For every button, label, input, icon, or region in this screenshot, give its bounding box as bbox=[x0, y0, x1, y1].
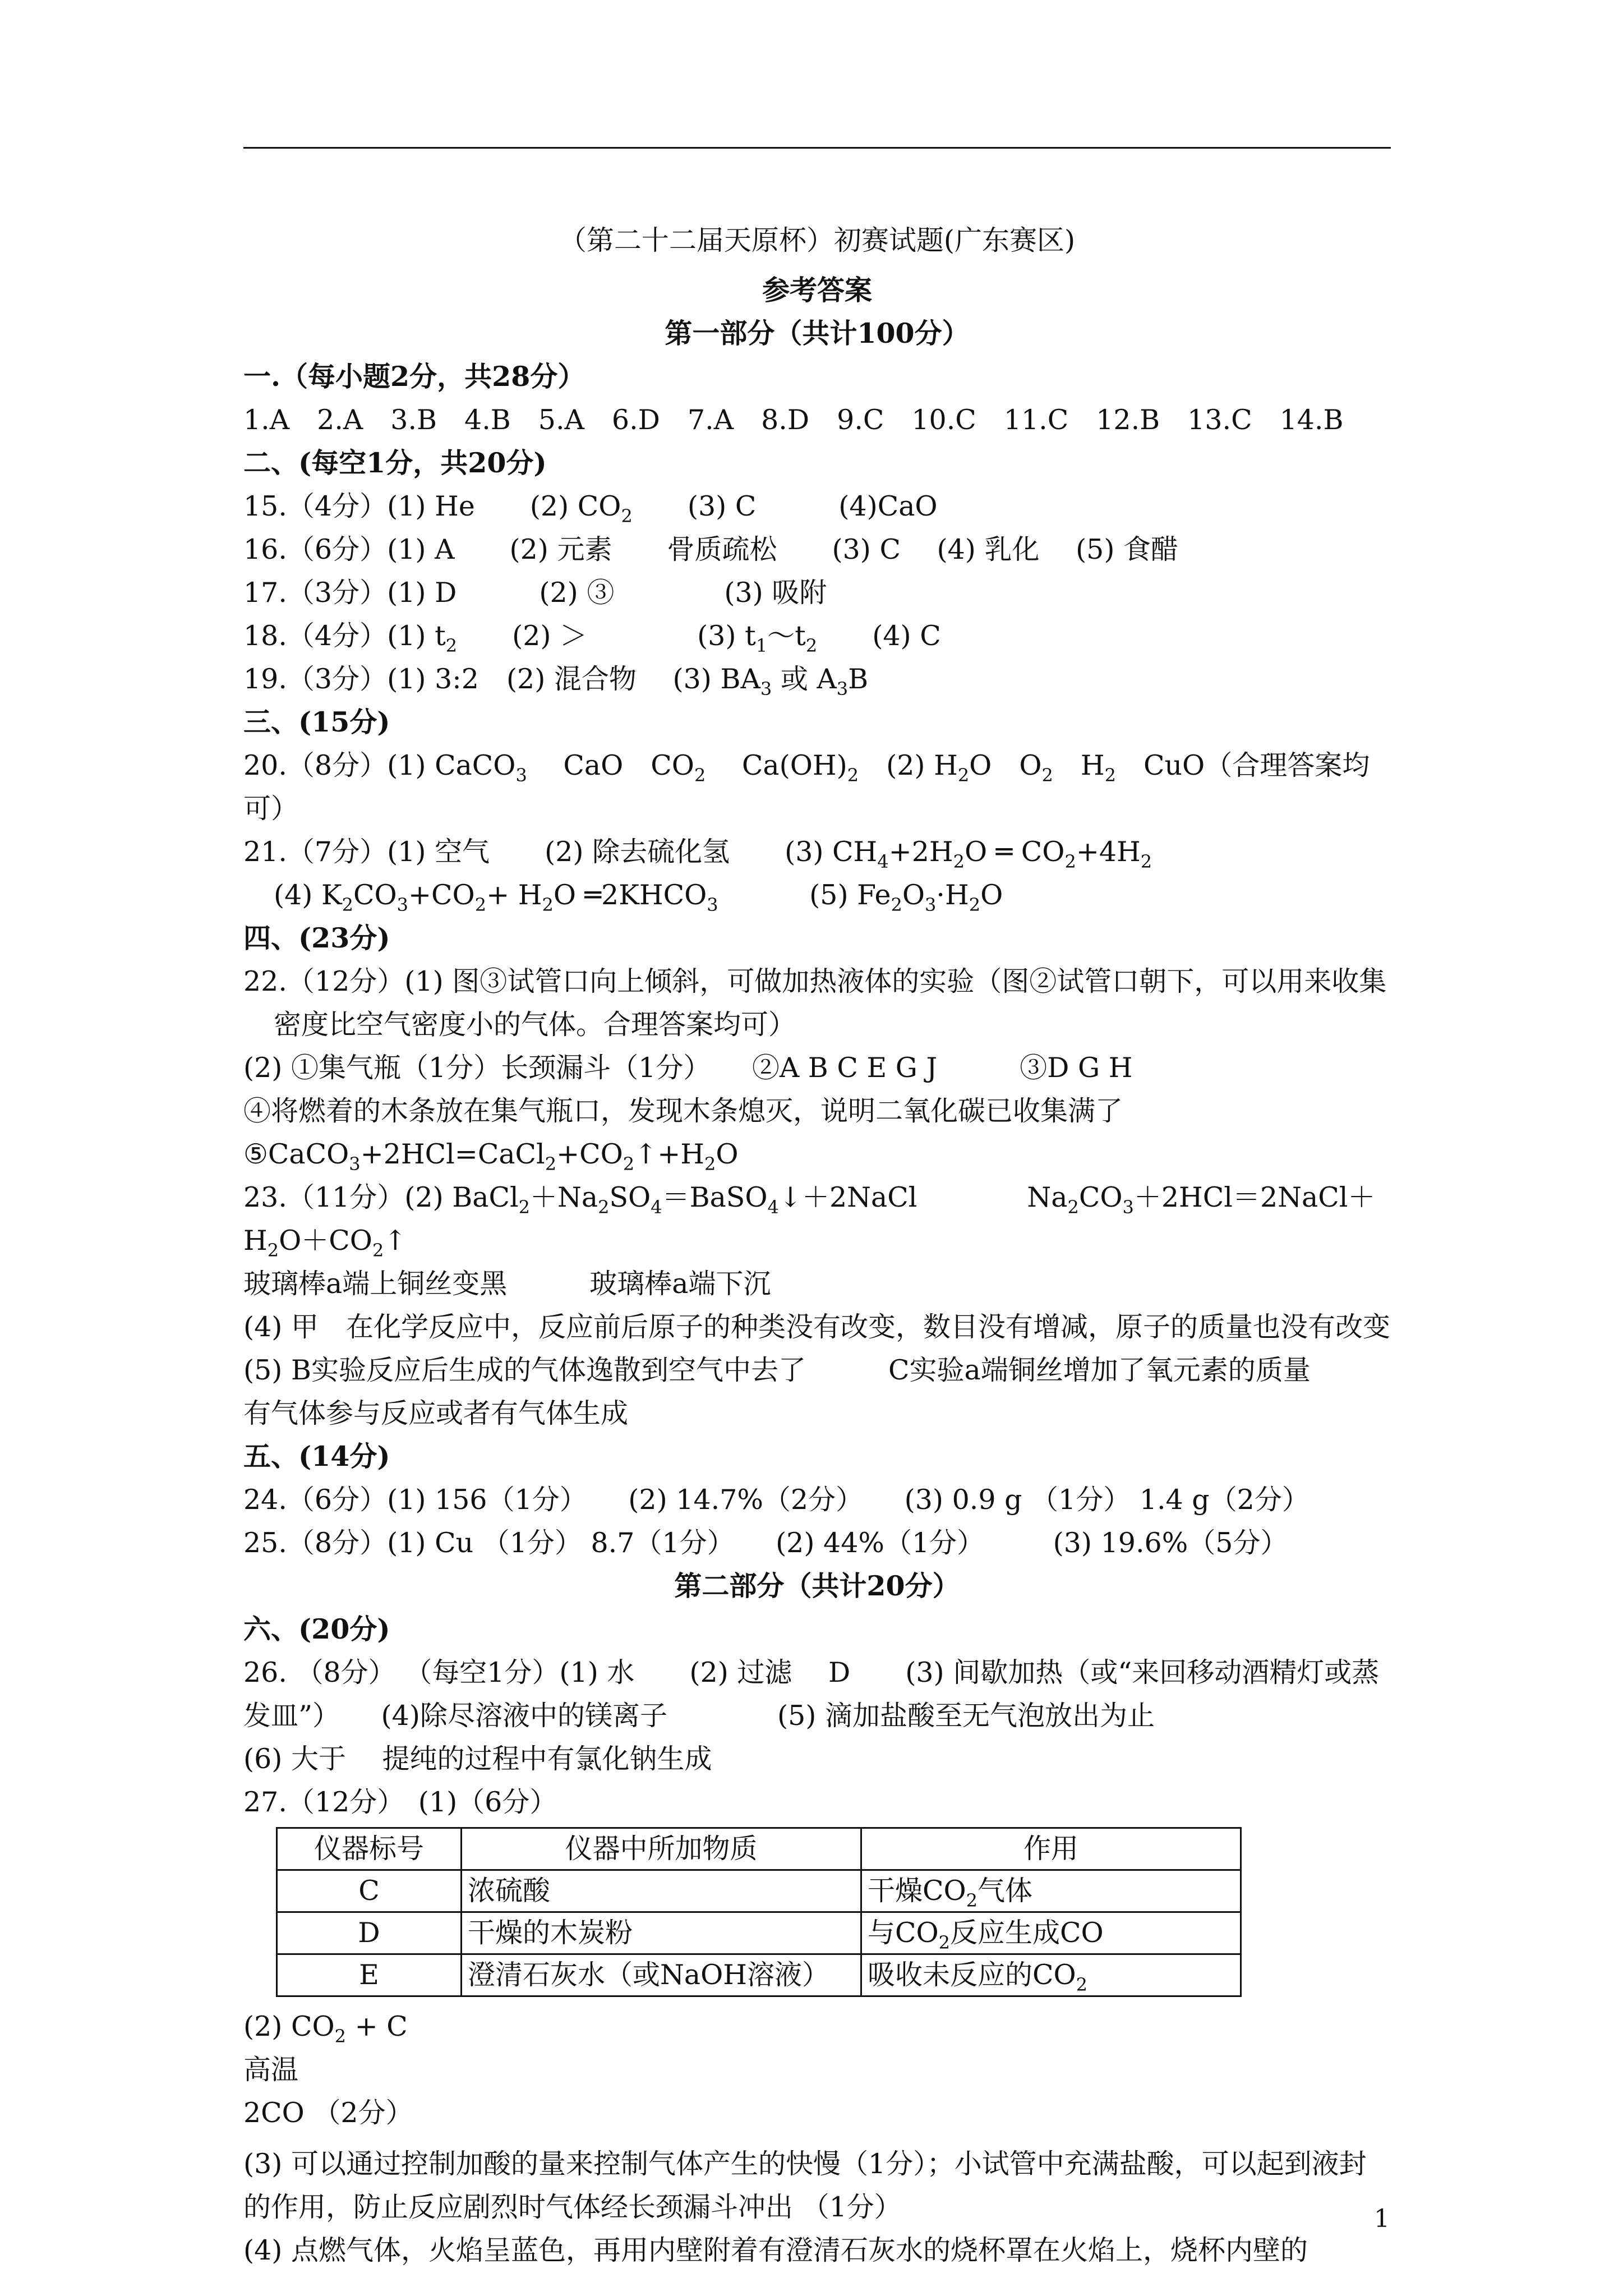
cell-text: 吸收未反应的CO bbox=[868, 1959, 1076, 1991]
q23-part-c: SO bbox=[609, 1181, 651, 1213]
subscript: 2 bbox=[1140, 851, 1152, 872]
sec4-heading: 四、(23分) bbox=[243, 922, 390, 954]
q20-part-f: H bbox=[1053, 749, 1105, 781]
subscript: 2 bbox=[1076, 1974, 1088, 1995]
subscript: 4 bbox=[651, 1197, 662, 1218]
q22-5 bbox=[243, 1133, 1391, 1176]
sec2-heading: 二、(每空1分，共20分) bbox=[243, 447, 547, 479]
table-cell bbox=[861, 1870, 1241, 1912]
q23-part-g: ＋2HCl＝2NaCl＋H bbox=[243, 1181, 1376, 1257]
q19-part-c: B bbox=[848, 663, 869, 695]
q21-line2 bbox=[243, 873, 1391, 917]
q25: 25.（8分）(1) Cu （1分） 8.7（1分） (2) 44%（1分） (3) 19.6%（5分） bbox=[243, 1527, 1288, 1559]
q27-2 bbox=[243, 2005, 1391, 2048]
q20 bbox=[243, 744, 1391, 830]
sec6-heading: 六、(20分) bbox=[243, 1613, 390, 1645]
subscript: 3 bbox=[1122, 1197, 1134, 1218]
subscript: 2 bbox=[623, 1153, 635, 1175]
table-cell: 澄清石灰水（或NaOH溶液） bbox=[462, 1954, 861, 1996]
q22-1: 22.（12分）(1) 图③试管口向上倾斜，可做加热液体的实验（图②试管口朝下，可以用来收集密度比空气密度小的气体。合理答案均可） bbox=[243, 965, 1387, 1041]
q16: 16.（6分）(1) A (2) 元素 骨质疏松 (3) C (4) 乳化 (5) 食醋 bbox=[243, 533, 1179, 565]
q24: 24.（6分）(1) 156（1分） (2) 14.7%（2分） (3) 0.9 g （1分） 1.4 g（2分） bbox=[243, 1484, 1310, 1516]
table-header: 作用 bbox=[861, 1828, 1241, 1870]
cell-text: 气体 bbox=[978, 1875, 1033, 1907]
subscript: 2 bbox=[474, 894, 487, 915]
subscript: 2 bbox=[938, 1932, 951, 1953]
subscript: 2 bbox=[694, 765, 706, 786]
sec5-heading: 五、(14分) bbox=[243, 1440, 390, 1473]
subscript: 2 bbox=[267, 1240, 279, 1261]
q22-4: ④将燃着的木条放在集气瓶口，发现木条熄灭，说明二氧化碳已收集满了 bbox=[243, 1095, 1123, 1127]
sec3-heading: 三、(15分) bbox=[243, 706, 390, 738]
subscript: 2 bbox=[621, 505, 633, 527]
q21-part-k: O bbox=[902, 879, 925, 911]
table-row bbox=[277, 1912, 1241, 1954]
table-row bbox=[277, 1954, 1241, 1996]
q22-5-part-a: ⑤CaCO bbox=[243, 1138, 349, 1170]
subscript: 4 bbox=[877, 851, 889, 872]
cell-text: 反应生成CO bbox=[950, 1917, 1104, 1949]
table-cell: 干燥的木炭粉 bbox=[462, 1912, 861, 1954]
q21-part-a: 21.（7分）(1) 空气 (2) 除去硫化氢 (3) CH bbox=[243, 836, 878, 868]
q23-d: (5) B实验反应后生成的气体逸散到空气中去了 C实验a端铜丝增加了氧元素的质量 bbox=[243, 1354, 1311, 1386]
subscript: 2 bbox=[545, 1153, 557, 1175]
q21-part-i: O ═2KHCO bbox=[553, 879, 707, 911]
q27-2-part-c: 2CO （2分） bbox=[243, 2097, 413, 2129]
q21-part-l: ·H bbox=[936, 879, 969, 911]
q15 bbox=[243, 485, 1391, 528]
table-row bbox=[277, 1870, 1241, 1912]
q27-4: (4) 点燃气体，火焰呈蓝色，再用内壁附着有澄清石灰水的烧杯罩在火焰上，烧杯内壁的 bbox=[243, 2234, 1308, 2266]
subscript: 2 bbox=[598, 1197, 610, 1218]
q23-part-h: O＋CO bbox=[279, 1225, 372, 1257]
subscript: 3 bbox=[396, 894, 408, 915]
subscript: 2 bbox=[957, 765, 970, 786]
q22-5-part-c: +CO bbox=[556, 1138, 623, 1170]
table-cell: 浓硫酸 bbox=[462, 1870, 861, 1912]
q15-part-b: (3) C (4)CaO bbox=[632, 490, 938, 522]
subscript: 3 bbox=[836, 678, 849, 700]
q15-part-a: 15.（4分）(1) He (2) CO bbox=[243, 490, 621, 522]
subscript: 3 bbox=[760, 678, 772, 700]
q19-part-a: 19.（3分）(1) 3:2 (2) 混合物 (3) BA bbox=[243, 663, 760, 695]
q21-line1 bbox=[243, 830, 1391, 873]
subscript: 2 bbox=[342, 894, 353, 915]
q22-5-part-b: +2HCl=CaCl bbox=[360, 1138, 545, 1170]
subscript: 2 bbox=[847, 765, 859, 786]
subscript: 4 bbox=[767, 1197, 779, 1218]
q23-part-d: ＝BaSO bbox=[662, 1181, 768, 1213]
q19 bbox=[243, 657, 1391, 701]
q22-5-part-d: ↑+H bbox=[634, 1138, 705, 1170]
q18 bbox=[243, 614, 1391, 657]
q26-b: (6) 大于 提纯的过程中有氯化钠生成 bbox=[243, 1743, 712, 1775]
q27-2-part-b: + C bbox=[346, 2010, 408, 2042]
subscript: 3 bbox=[515, 765, 527, 786]
subscript: 2 bbox=[372, 1240, 384, 1261]
subscript: 2 bbox=[445, 635, 458, 656]
answer-sheet bbox=[243, 219, 1391, 2272]
subscript: 3 bbox=[707, 894, 718, 915]
cell-text: 与CO bbox=[868, 1917, 939, 1949]
q20-part-b: CaO CO bbox=[527, 749, 694, 781]
table-cell: D bbox=[277, 1912, 462, 1954]
subscript: 2 bbox=[891, 894, 902, 915]
q20-part-g: CuO（合理答案均可） bbox=[243, 749, 1370, 825]
q21-part-e: (4) K bbox=[274, 879, 342, 911]
q18-part-b: (2) ＞ (3) t bbox=[457, 620, 756, 652]
q23-part-i: ↑ bbox=[384, 1225, 407, 1257]
part1-heading: 第一部分（共计100分） bbox=[665, 317, 970, 349]
q21-part-c: O ═ CO bbox=[964, 836, 1065, 868]
subtitle: 参考答案 bbox=[762, 274, 872, 306]
instrument-table bbox=[276, 1827, 1242, 1997]
sec1-heading: 一.（每小题2分，共28分） bbox=[243, 360, 585, 393]
q27-head: 27.（12分） (1)（6分） bbox=[243, 1786, 557, 1818]
subscript: 2 bbox=[953, 851, 965, 872]
q20-part-d: (2) H bbox=[859, 749, 958, 781]
sec1-answers: 1.A 2.A 3.B 4.B 5.A 6.D 7.A 8.D 9.C 10.C 11.C 12.B 13.C 14.B bbox=[243, 404, 1344, 436]
subscript: 2 bbox=[518, 1197, 531, 1218]
q21-part-m: O bbox=[980, 879, 1003, 911]
q23-e: 有气体参与反应或者有气体生成 bbox=[243, 1397, 629, 1429]
q23-part-e: ↓＋2NaCl Na bbox=[778, 1181, 1068, 1213]
reaction-condition: 高温 bbox=[243, 2054, 299, 2086]
table-header: 仪器中所加物质 bbox=[462, 1828, 861, 1870]
q23-a bbox=[243, 1176, 1391, 1262]
q23-part-f: CO bbox=[1078, 1181, 1123, 1213]
part2-heading: 第二部分（共计20分） bbox=[674, 1570, 960, 1602]
q21-part-j: (5) Fe bbox=[718, 879, 891, 911]
q26-a: 26. （8分） （每空1分）(1) 水 (2) 过滤 D (3) 间歇加热（或“来回移动酒精灯或蒸发皿”） (4)除尽溶液中的镁离子 (5) 滴加盐酸至无气泡放出为止 bbox=[243, 1657, 1380, 1732]
table-header-row bbox=[277, 1828, 1241, 1870]
subscript: 3 bbox=[925, 894, 937, 915]
subscript: 2 bbox=[1064, 851, 1076, 872]
subscript: 2 bbox=[805, 635, 818, 656]
q19-part-b: 或 A bbox=[772, 663, 837, 695]
cell-text: 干燥CO bbox=[868, 1875, 966, 1907]
q17: 17.（3分）(1) D (2) ③ (3) 吸附 bbox=[243, 577, 827, 609]
subscript: 2 bbox=[966, 1890, 978, 1911]
subscript: 2 bbox=[334, 2026, 347, 2047]
q18-part-d: (4) C bbox=[817, 620, 941, 652]
table-cell: C bbox=[277, 1870, 462, 1912]
subscript: 1 bbox=[755, 635, 768, 656]
q22-2: (2) ①集气瓶（1分）长颈漏斗（1分） ②A B C E G J ③D G H bbox=[243, 1052, 1133, 1084]
q20-part-a: 20.（8分）(1) CaCO bbox=[243, 749, 516, 781]
q21-part-b: +2H bbox=[888, 836, 953, 868]
subscript: 2 bbox=[704, 1153, 716, 1175]
table-cell bbox=[861, 1912, 1241, 1954]
table-cell bbox=[861, 1954, 1241, 1996]
subscript: 2 bbox=[542, 894, 554, 915]
q23-b: 玻璃棒a端上铜丝变黑 玻璃棒a端下沉 bbox=[243, 1268, 771, 1300]
table-cell: E bbox=[277, 1954, 462, 1996]
q21-part-f: CO bbox=[353, 879, 397, 911]
table-header: 仪器标号 bbox=[277, 1828, 462, 1870]
top-rule bbox=[243, 147, 1391, 149]
q27-2-part-a: (2) CO bbox=[243, 2010, 335, 2042]
page-title: （第二十二届天原杯）初赛试题(广东赛区) bbox=[559, 224, 1076, 256]
q21-part-g: +CO bbox=[408, 879, 475, 911]
q21-part-h: + H bbox=[486, 879, 542, 911]
q20-part-c: Ca(OH) bbox=[706, 749, 847, 781]
q21-part-d: +4H bbox=[1076, 836, 1141, 868]
subscript: 3 bbox=[349, 1153, 361, 1175]
q18-part-a: 18.（4分）(1) t bbox=[243, 620, 446, 652]
page-number: 1 bbox=[1374, 2205, 1390, 2233]
subscript: 2 bbox=[1104, 765, 1116, 786]
q18-part-c: ～t bbox=[767, 620, 806, 652]
subscript: 2 bbox=[969, 894, 981, 915]
q23-part-a: 23.（11分）(2) BaCl bbox=[243, 1181, 519, 1213]
subscript: 2 bbox=[1067, 1197, 1079, 1218]
q23-c: (4) 甲 在化学反应中，反应前后原子的种类没有改变，数目没有增减，原子的质量也没有改变 bbox=[243, 1311, 1390, 1343]
q22-5-part-e: O bbox=[716, 1138, 739, 1170]
q23-part-b: ＋Na bbox=[530, 1181, 598, 1213]
q27-3: (3) 可以通过控制加酸的量来控制气体产生的快慢（1分）；小试管中充满盐酸，可以起到液封的作用，防止反应剧烈时气体经长颈漏斗冲出 （1分） bbox=[243, 2148, 1367, 2223]
q20-part-e: O O bbox=[969, 749, 1042, 781]
subscript: 2 bbox=[1041, 765, 1053, 786]
